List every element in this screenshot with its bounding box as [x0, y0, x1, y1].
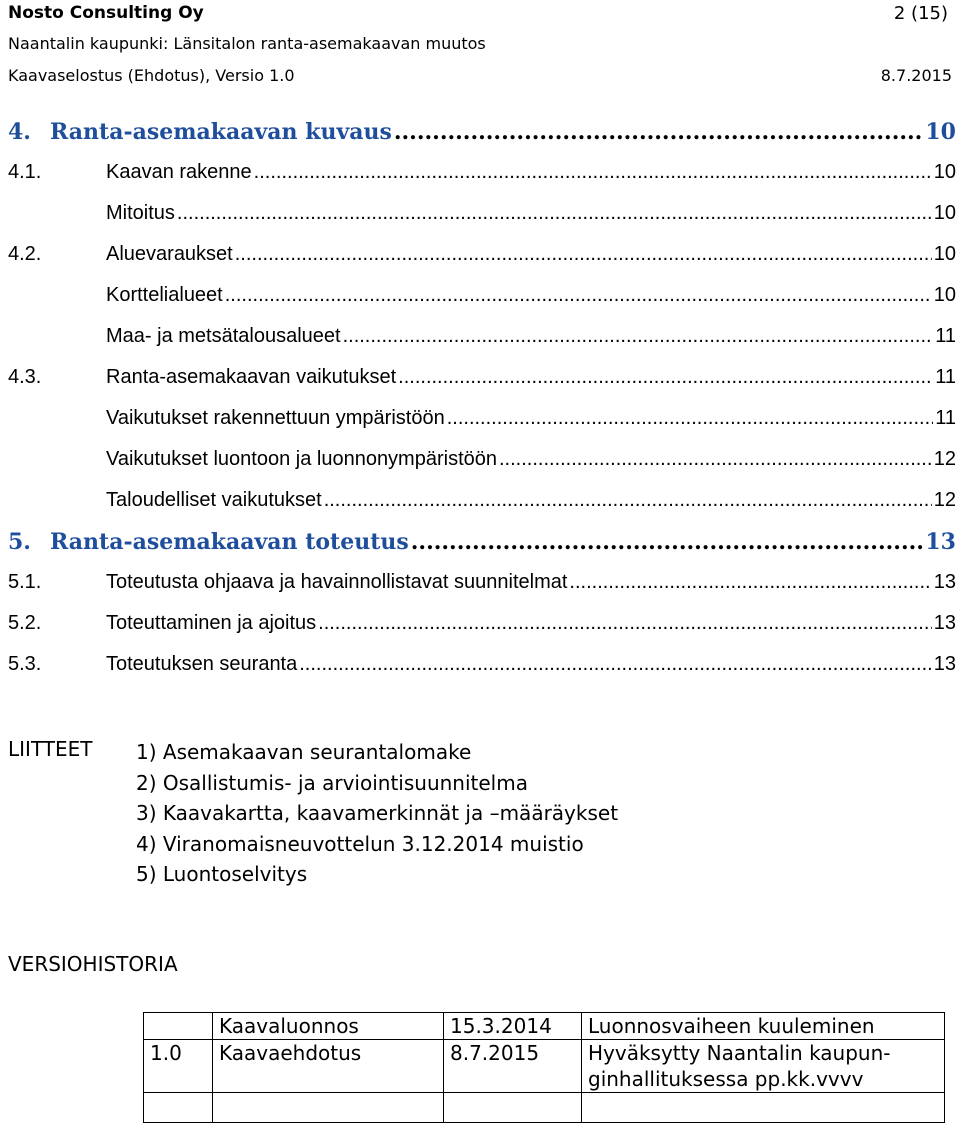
- document-date: 8.7.2015: [880, 65, 952, 85]
- toc-entry-line: [50, 529, 956, 555]
- toc-dot-leader: [394, 119, 924, 145]
- date-cell: 8.7.2015: [444, 1040, 582, 1093]
- attachments-list: [136, 737, 836, 890]
- toc-dot-leader: [343, 325, 934, 348]
- date-cell: 15.3.2014: [444, 1013, 582, 1040]
- attachment-item[interactable]: 2) Osallistumis- ja arviointisuunnitelma: [136, 770, 528, 795]
- toc-entry-page: 10: [933, 284, 956, 306]
- toc-entry[interactable]: [8, 644, 956, 685]
- toc-entry[interactable]: [8, 521, 956, 562]
- attachment-item[interactable]: 3) Kaavakartta, kaavamerkinnät ja –määräykset: [136, 801, 619, 825]
- toc-entry-number: 4.2.: [8, 243, 42, 265]
- toc-entry-number: 4.3.: [8, 366, 42, 388]
- toc-entry-title: Ranta-asemakaavan toteutus: [50, 528, 409, 555]
- toc-entry[interactable]: [8, 234, 956, 275]
- toc-entry-title: Kaavan rakenne: [106, 161, 252, 183]
- toc-entry-number: 5.: [8, 528, 31, 555]
- toc-entry-line: [106, 325, 956, 348]
- toc-entry-line: [106, 653, 956, 676]
- toc-dot-leader: [225, 284, 932, 307]
- toc-entry-page: 10: [933, 202, 956, 224]
- toc-dot-leader: [447, 407, 934, 430]
- toc-entry-title: Mitoitus: [106, 202, 175, 224]
- toc-entry-title: Aluevaraukset: [106, 243, 233, 265]
- toc-entry-page: 10: [925, 118, 956, 145]
- toc-entry-page: 13: [933, 612, 956, 634]
- toc-entry-line: [106, 448, 956, 471]
- toc-entry-page: 13: [925, 528, 956, 555]
- attachment-item[interactable]: 5) Luontoselvitys: [136, 862, 308, 886]
- toc-dot-leader: [318, 612, 932, 635]
- toc-entry-line: [106, 489, 956, 512]
- toc-dot-leader: [299, 653, 932, 676]
- toc-dot-leader: [398, 366, 933, 389]
- toc-entry-number: 5.3.: [8, 653, 42, 675]
- toc-entry[interactable]: [8, 111, 956, 152]
- toc-dot-leader: [177, 202, 932, 225]
- attachment-item[interactable]: 1) Asemakaavan seurantalomake: [136, 740, 472, 764]
- running-header-project: [8, 30, 952, 56]
- project-title: Naantalin kaupunki: Länsitalon ranta-asemakaavan muutos: [8, 33, 486, 53]
- toc-entry[interactable]: [8, 357, 956, 398]
- toc-dot-leader: [254, 161, 932, 184]
- toc-entry-number: 4.: [8, 118, 31, 145]
- description-cell: Hyväksytty Naantalin kaupun- ginhallituksessa pp.kk.vvvv: [582, 1040, 945, 1093]
- toc-entry-line: [106, 571, 956, 594]
- toc-entry-line: [106, 243, 956, 266]
- toc-dot-leader: [324, 489, 932, 512]
- version-cell: [144, 1013, 213, 1040]
- toc-entry-line: [106, 161, 956, 184]
- toc-entry-page: 10: [933, 161, 956, 183]
- toc-entry-page: 13: [933, 653, 956, 675]
- running-header-top: [8, 0, 952, 26]
- toc-entry[interactable]: [8, 193, 956, 234]
- toc-dot-leader: [235, 243, 932, 266]
- version-history-table: [143, 1012, 945, 1123]
- version-cell: [144, 1093, 213, 1123]
- description-cell: [582, 1093, 945, 1123]
- toc-entry-title: Vaikutukset luontoon ja luonnonympäristöön: [106, 448, 497, 470]
- toc-entry-line: [106, 407, 956, 430]
- toc-entry[interactable]: [8, 152, 956, 193]
- page-number: 2 (15): [893, 2, 948, 24]
- version-history-label: VERSIOHISTORIA: [8, 952, 178, 976]
- toc-entry[interactable]: [8, 603, 956, 644]
- toc-entry-line: [106, 366, 956, 389]
- toc-entry-title: Toteutuksen seuranta: [106, 653, 298, 675]
- toc-entry-page: 12: [933, 448, 956, 470]
- toc-entry-line: [50, 119, 956, 145]
- company-name: Nosto Consulting Oy: [8, 3, 204, 23]
- stage-cell: Kaavaluonnos: [213, 1013, 444, 1040]
- toc-entry-title: Toteutusta ohjaava ja havainnollistavat suunnitelmat: [106, 571, 568, 593]
- date-cell: [444, 1093, 582, 1123]
- toc-entry-page: 11: [935, 407, 956, 429]
- attachment-item[interactable]: 4) Viranomaisneuvottelun 3.12.2014 muistio: [136, 831, 584, 856]
- toc-entry-title: Maa- ja metsätalousalueet: [106, 325, 341, 347]
- table-row: [144, 1093, 945, 1123]
- toc-dot-leader: [411, 529, 924, 555]
- table-row: [144, 1013, 945, 1040]
- toc-entry-number: 4.1.: [8, 161, 42, 183]
- stage-cell: [213, 1093, 444, 1123]
- toc-entry[interactable]: [8, 480, 956, 521]
- toc-entry-line: [106, 612, 956, 635]
- toc-entry-page: 12: [933, 489, 956, 511]
- toc-dot-leader: [569, 571, 931, 594]
- version-cell: 1.0: [144, 1040, 213, 1093]
- toc-entry[interactable]: [8, 439, 956, 480]
- table-row: [144, 1040, 945, 1093]
- toc-entry-page: 13: [933, 571, 956, 593]
- toc-entry-page: 10: [933, 243, 956, 265]
- attachments-label: LIITTEET: [8, 737, 93, 761]
- toc-dot-leader: [499, 448, 932, 471]
- document-title: Kaavaselostus (Ehdotus), Versio 1.0: [8, 65, 295, 85]
- toc-entry[interactable]: [8, 398, 956, 439]
- toc-entry-title: Vaikutukset rakennettuun ympäristöön: [106, 407, 445, 429]
- stage-cell: Kaavaehdotus: [213, 1040, 444, 1093]
- toc-entry[interactable]: [8, 562, 956, 603]
- toc-entry-page: 11: [935, 366, 956, 388]
- table-of-contents: [8, 111, 956, 685]
- running-header-document: [8, 62, 952, 88]
- toc-entry-number: 5.2.: [8, 612, 42, 634]
- toc-entry-page: 11: [935, 325, 956, 347]
- toc-entry[interactable]: [8, 275, 956, 316]
- toc-entry-line: [106, 202, 956, 225]
- toc-entry-line: [106, 284, 956, 307]
- toc-entry-title: Ranta-asemakaavan vaikutukset: [106, 366, 397, 388]
- toc-entry-number: 5.1.: [8, 571, 42, 593]
- toc-entry-title: Ranta-asemakaavan kuvaus: [50, 118, 392, 145]
- toc-entry-title: Toteuttaminen ja ajoitus: [106, 612, 317, 634]
- toc-entry[interactable]: [8, 316, 956, 357]
- description-cell: Luonnosvaiheen kuuleminen: [582, 1013, 945, 1040]
- toc-entry-title: Taloudelliset vaikutukset: [106, 489, 322, 511]
- toc-entry-title: Korttelialueet: [106, 284, 223, 306]
